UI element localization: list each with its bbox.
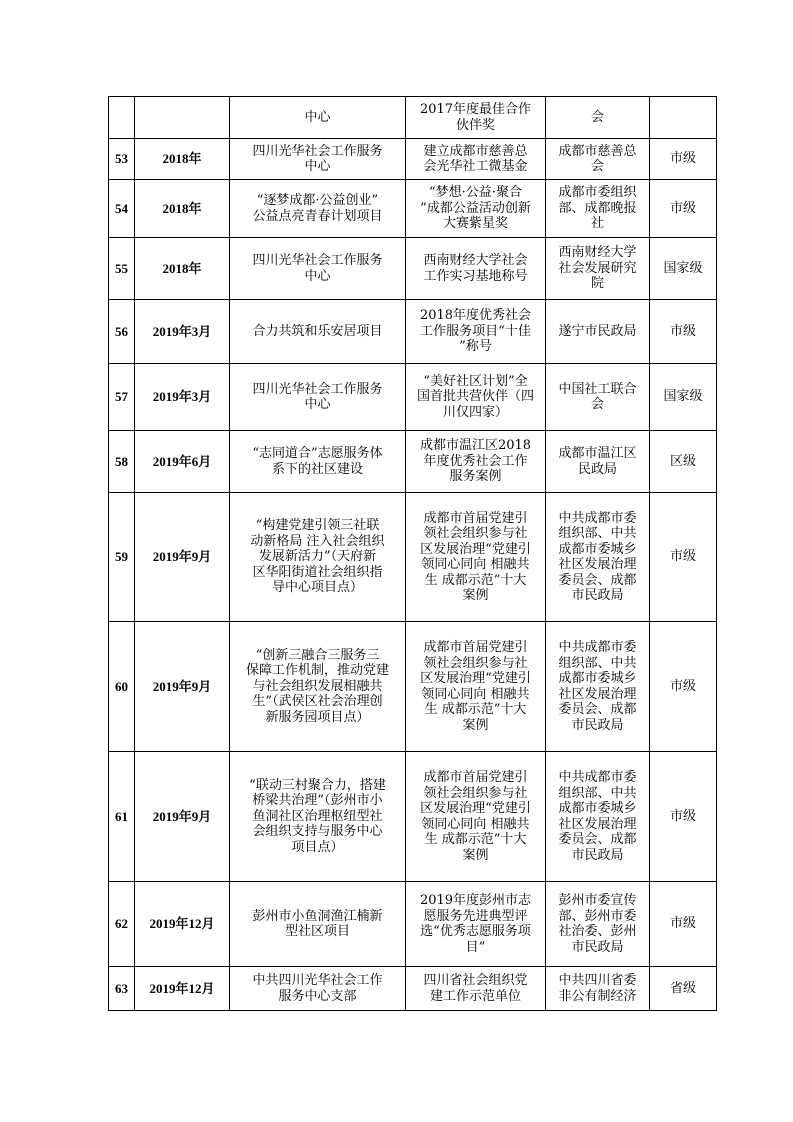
cell-num: 54 (109, 180, 135, 238)
cell-level: 市级 (650, 752, 717, 882)
cell-level: 市级 (650, 493, 717, 622)
cell-org: 西南财经大学 社会发展研究 院 (546, 238, 650, 300)
cell-project: 四川光华社会工作服务 中心 (230, 238, 406, 300)
table-row (109, 431, 717, 493)
cell-level: 市级 (650, 622, 717, 752)
cell-num: 53 (109, 139, 135, 180)
cell-award: 成都市首届党建引 领社会组织参与社 区发展治理“党建引 领同心同向 相融共 生 成都示范”十大 案例 (406, 752, 546, 882)
cell-project: 中心 (230, 97, 406, 139)
table-row (109, 752, 717, 882)
cell-level (650, 97, 717, 139)
cell-num: 60 (109, 622, 135, 752)
table-row (109, 97, 717, 139)
cell-year (135, 97, 230, 139)
cell-award: “美好社区计划”全 国首批共营伙伴（四 川仅四家） (406, 364, 546, 431)
cell-project: 四川光华社会工作服务 中心 (230, 364, 406, 431)
cell-level: 市级 (650, 139, 717, 180)
cell-num (109, 97, 135, 139)
cell-level: 省级 (650, 967, 717, 1011)
cell-org: 中共四川省委 非公有制经济 (546, 967, 650, 1011)
table-row (109, 300, 717, 364)
cell-year: 2019年12月 (135, 882, 230, 967)
cell-level: 市级 (650, 300, 717, 364)
cell-award: “梦想·公益·聚合 ”成都公益活动创新 大赛紫星奖 (406, 180, 546, 238)
cell-level: 国家级 (650, 238, 717, 300)
cell-org: 中共成都市委 组织部、中共 成都市委城乡 社区发展治理 委员会、成都 市民政局 (546, 752, 650, 882)
cell-project: 四川光华社会工作服务 中心 (230, 139, 406, 180)
cell-num: 61 (109, 752, 135, 882)
cell-org: 中国社工联合 会 (546, 364, 650, 431)
cell-org: 会 (546, 97, 650, 139)
table-row (109, 180, 717, 238)
cell-year: 2019年9月 (135, 493, 230, 622)
awards-table (108, 96, 717, 1011)
cell-org: 成都市温江区 民政局 (546, 431, 650, 493)
cell-level: 国家级 (650, 364, 717, 431)
cell-project: “创新三融合三服务三 保障工作机制，推动党建 与社会组织发展相融共 生”（武侯区社会治理创 新服务园项目点） (230, 622, 406, 752)
cell-num: 56 (109, 300, 135, 364)
cell-org: 成都市慈善总 会 (546, 139, 650, 180)
table-row (109, 238, 717, 300)
cell-year: 2019年9月 (135, 622, 230, 752)
cell-award: 2018年度优秀社会 工作服务项目“十佳 ”称号 (406, 300, 546, 364)
table-row (109, 622, 717, 752)
cell-level: 区级 (650, 431, 717, 493)
cell-award: 成都市首届党建引 领社会组织参与社 区发展治理“党建引 领同心同向 相融共 生 成都示范”十大 案例 (406, 622, 546, 752)
awards-table-body (109, 97, 717, 1011)
cell-year: 2018年 (135, 139, 230, 180)
cell-project: “构建党建引领三社联 动新格局 注入社会组织 发展新活力”（天府新 区华阳街道社会组织指 导中心项目点） (230, 493, 406, 622)
cell-org: 成都市委组织 部、成都晚报 社 (546, 180, 650, 238)
table-row (109, 139, 717, 180)
cell-num: 63 (109, 967, 135, 1011)
cell-num: 59 (109, 493, 135, 622)
cell-level: 市级 (650, 882, 717, 967)
cell-project: 合力共筑和乐安居项目 (230, 300, 406, 364)
cell-award: 成都市首届党建引 领社会组织参与社 区发展治理“党建引 领同心同向 相融共 生 成都示范”十大 案例 (406, 493, 546, 622)
cell-num: 55 (109, 238, 135, 300)
cell-org: 中共成都市委 组织部、中共 成都市委城乡 社区发展治理 委员会、成都 市民政局 (546, 493, 650, 622)
cell-project: 中共四川光华社会工作 服务中心支部 (230, 967, 406, 1011)
cell-award: 2019年度彭州市志 愿服务先进典型评 选“优秀志愿服务项 目” (406, 882, 546, 967)
cell-year: 2018年 (135, 180, 230, 238)
cell-award: 西南财经大学社会 工作实习基地称号 (406, 238, 546, 300)
cell-project: 彭州市小鱼洞渔江楠新 型社区项目 (230, 882, 406, 967)
cell-year: 2019年12月 (135, 967, 230, 1011)
cell-org: 中共成都市委 组织部、中共 成都市委城乡 社区发展治理 委员会、成都 市民政局 (546, 622, 650, 752)
table-row (109, 364, 717, 431)
cell-num: 57 (109, 364, 135, 431)
table-row (109, 967, 717, 1011)
cell-org: 遂宁市民政局 (546, 300, 650, 364)
cell-year: 2019年9月 (135, 752, 230, 882)
cell-org: 彭州市委宣传 部、彭州市委 社治委、彭州 市民政局 (546, 882, 650, 967)
cell-year: 2018年 (135, 238, 230, 300)
cell-year: 2019年3月 (135, 364, 230, 431)
cell-award: 2017年度最佳合作 伙伴奖 (406, 97, 546, 139)
cell-year: 2019年3月 (135, 300, 230, 364)
cell-award: 成都市温江区2018 年度优秀社会工作 服务案例 (406, 431, 546, 493)
cell-num: 58 (109, 431, 135, 493)
cell-level: 市级 (650, 180, 717, 238)
cell-project: “逐梦成都·公益创业” 公益点亮青春计划项目 (230, 180, 406, 238)
table-row (109, 882, 717, 967)
cell-award: 建立成都市慈善总 会光华社工微基金 (406, 139, 546, 180)
table-row (109, 493, 717, 622)
cell-project: “志同道合”志愿服务体 系下的社区建设 (230, 431, 406, 493)
cell-award: 四川省社会组织党 建工作示范单位 (406, 967, 546, 1011)
cell-year: 2019年6月 (135, 431, 230, 493)
cell-num: 62 (109, 882, 135, 967)
cell-project: “联动三村聚合力，搭建 桥梁共治理”（彭州市小 鱼洞社区治理枢纽型社 会组织支持与服务中心 项目点） (230, 752, 406, 882)
